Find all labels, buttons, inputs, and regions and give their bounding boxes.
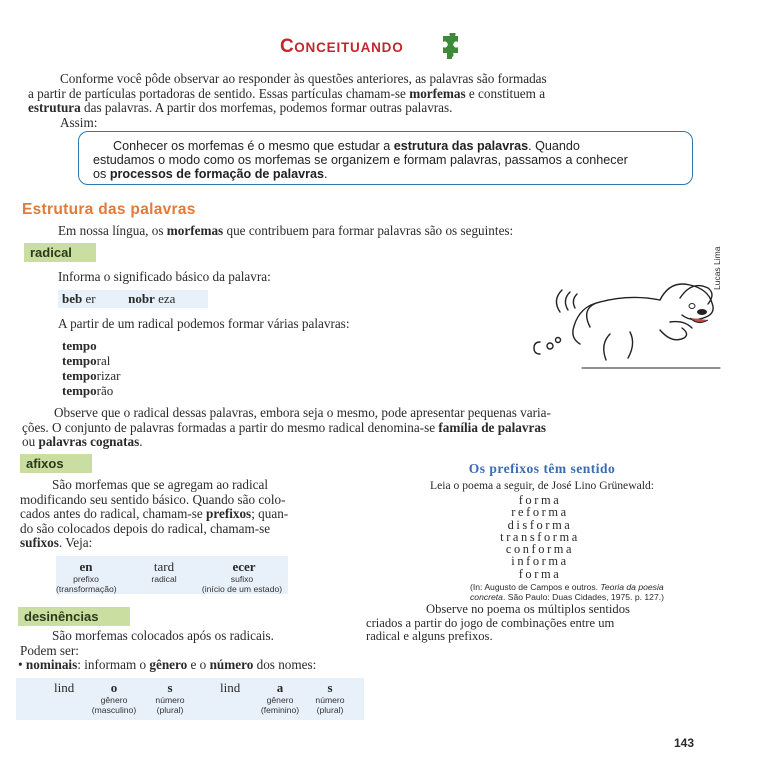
example-2-gender-label: gênero (feminino) <box>260 695 300 715</box>
example-1-root: lind <box>54 680 75 695</box>
radical-form-text: A partir de um radical podemos formar várias palavras: <box>58 316 350 331</box>
suffix-example: ecer <box>232 559 256 574</box>
radical-examples: beb er nobr eza <box>58 290 208 308</box>
poem-line: conforma <box>505 542 575 557</box>
section-heading: Estrutura das palavras <box>22 201 196 218</box>
desinencias-tag: desinências <box>18 607 130 626</box>
example-1-number-label: número (plural) <box>155 695 185 715</box>
page-number: 143 <box>674 736 695 750</box>
list-item: temporizar <box>62 368 121 383</box>
radical-description: Informa o significado básico da palavra: <box>58 269 271 284</box>
list-item: tempo <box>62 338 97 353</box>
desinencias-line-2: Podem ser: <box>20 642 79 658</box>
poem-obs-line-2: criados a partir do jogo de combinações entre um <box>366 615 615 630</box>
example-1-number: s <box>167 680 173 695</box>
radical-observation <box>22 406 718 450</box>
radical-tag: radical <box>24 243 96 262</box>
afixos-line-1: São morfemas que se agregam ao radical <box>52 477 269 492</box>
radical-word-list <box>62 338 120 398</box>
intro-paragraph <box>28 72 718 130</box>
desinencias-example <box>16 678 364 720</box>
afixos-line-2: modificando seu sentido básico. Quando são colo- <box>20 491 286 507</box>
intro-line-2: a partir de partículas portadoras de sentido. Essas partículas chamam-se morfemas e constituem a <box>28 85 546 101</box>
example-2-number-label: número (plural) <box>315 695 345 715</box>
afixos-line-5: sufixos. Veja: <box>20 535 93 551</box>
desinencias-paragraph <box>20 629 356 658</box>
page-title: CONCEITUANDO <box>280 36 404 57</box>
root-label: radical <box>151 574 177 584</box>
poem-line: disforma <box>507 517 573 532</box>
poem-observation <box>366 603 694 644</box>
example-2-number: s <box>327 680 333 695</box>
box-line-1: Conhecer os morfemas é o mesmo que estudar a estrutura das palavras. Quando <box>113 139 580 153</box>
puzzle-piece-icon <box>438 33 466 63</box>
intro-line-1: Conforme você pôde observar ao responder às questões anteriores, as palavras são formadas <box>60 71 547 86</box>
afixos-tag: afixos <box>20 454 92 473</box>
obs-line-1: Observe que o radical dessas palavras, embora seja o mesmo, pode apresentar pequenas varia- <box>54 405 551 420</box>
estrutura-intro: Em nossa língua, os morfemas que contribuem para formar palavras são os seguintes: <box>58 223 514 238</box>
example-2-root: lind <box>220 680 241 695</box>
afixos-line-3: cados antes do radical, chamam-se prefixos; quan- <box>20 506 289 522</box>
illustration-credit: Lucas Lima <box>712 246 722 290</box>
nominais-line: • nominais: informam o gênero e o número dos nomes: <box>18 657 317 672</box>
poem-reference: (In: Augusto de Campos e outros. Teoria da poesia concreta. São Paulo: Duas Cidades, 1975. p. 127.) <box>470 582 664 602</box>
poem-line: reforma <box>511 505 569 520</box>
obs-line-2: ções. O conjunto de palavras formadas a partir do mesmo radical denomina-se família de palavras <box>22 419 547 435</box>
intro-line-3: estrutura das palavras. A partir dos morfemas, podemos formar outras palavras. <box>28 100 453 116</box>
poem-obs-line-3: radical e alguns prefixos. <box>366 629 493 644</box>
example-2-gender: a <box>276 680 284 695</box>
intro-line-4: Assim: <box>60 114 98 130</box>
prefix-example: en <box>79 559 93 574</box>
suffix-label: sufixo (início de um estado) <box>201 574 283 594</box>
example-1-gender-label: gênero (masculino) <box>91 695 137 715</box>
afixos-paragraph <box>20 478 356 551</box>
list-item: temporão <box>62 383 114 398</box>
running-dog-illustration <box>520 272 725 372</box>
root-example: tard <box>153 559 175 574</box>
poem-line: forma <box>518 493 562 507</box>
example-1-gender: o <box>110 680 118 695</box>
concept-box <box>78 131 693 185</box>
desinencias-line-1: São morfemas colocados após os radicais. <box>52 628 274 643</box>
afixos-line-4: do são colocados depois do radical, chamam-se <box>20 520 271 536</box>
poem-text <box>460 494 620 580</box>
afixos-example <box>56 556 288 594</box>
poem-line: forma <box>518 566 562 581</box>
poem-line: transforma <box>500 529 580 544</box>
poem-intro: Leia o poema a seguir, de José Lino Grünewald: <box>430 479 654 492</box>
poem-obs-line-1: Observe no poema os múltiplos sentidos <box>426 602 630 616</box>
prefix-label: prefixo (transformação) <box>56 574 117 594</box>
list-item: temporal <box>62 353 111 368</box>
poem-title: Os prefixos têm sentido <box>468 461 616 476</box>
box-line-2: estudamos o modo como os morfemas se organizem e formam palavras, passamos a conhecer <box>93 153 628 167</box>
obs-line-3: ou palavras cognatas. <box>22 434 143 450</box>
box-line-3: os processos de formação de palavras. <box>93 167 328 181</box>
poem-line: informa <box>511 554 569 569</box>
